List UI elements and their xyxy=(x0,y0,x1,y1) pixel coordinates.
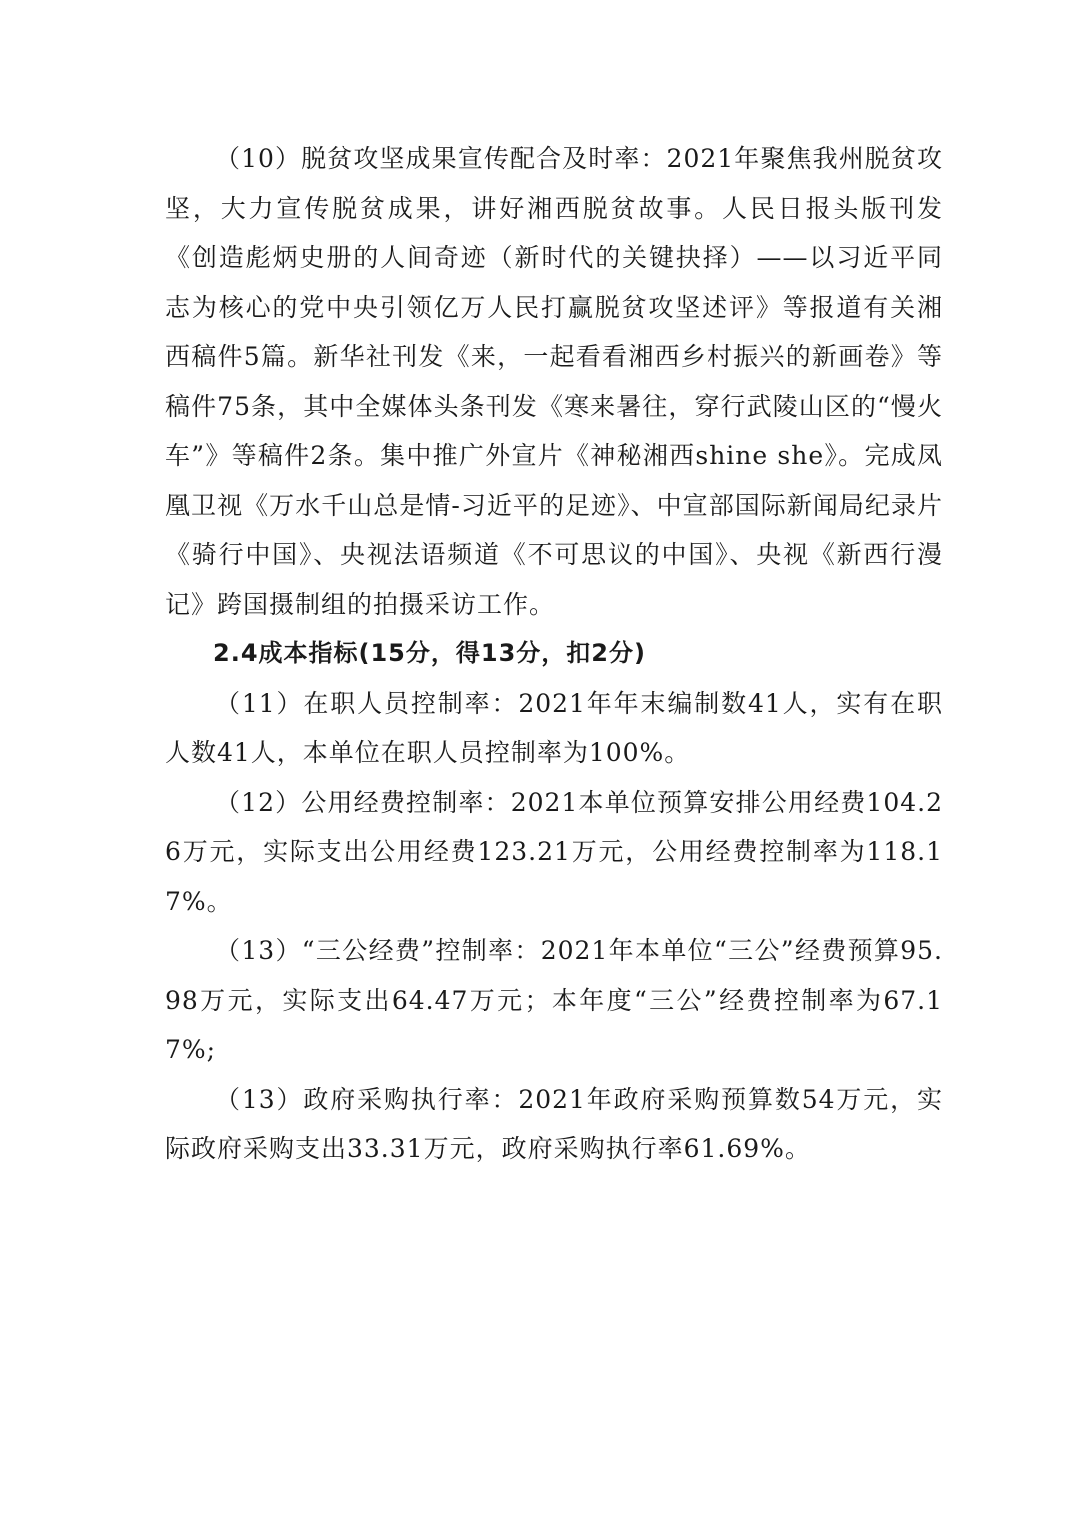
paragraph-three-public-expense-control-rate: （13）“三公经费”控制率：2021年本单位“三公”经费预算95.98万元，实际支出64.47万元；本年度“三公”经费控制率为67.17%; xyxy=(165,936,943,1064)
document-body xyxy=(165,134,943,1174)
paragraph-procurement-execution-rate: （13）政府采购执行率：2021年政府采购预算数54万元，实际政府采购支出33.31万元，政府采购执行率61.69%。 xyxy=(165,1084,943,1163)
paragraph-poverty-publicity: （10）脱贫攻坚成果宣传配合及时率：2021年聚焦我州脱贫攻坚，大力宣传脱贫成果，讲好湘西脱贫故事。人民日报头版刊发《创造彪炳史册的人间奇迹（新时代的关键抉择）——以习近平同志为核心的党中央引领亿万人民打赢脱贫攻坚述评》等报道有关湘西稿件5篇。新华社刊发《来，一起看看湘西乡村振兴的新画卷》等稿件75条，其中全媒体头条刊发《寒来暑往，穿行武陵山区的“慢火车”》等稿件2条。集中推广外宣片《神秘湘西shine she》。完成凤凰卫视《万水千山总是情-习近平的足迹》、中宣部国际新闻局纪录片《骑行中国》、央视法语频道《不可思议的中国》、央视《新西行漫记》跨国摄制组的拍摄采访工作。 xyxy=(165,144,943,619)
section-heading-cost-indicators: 2.4成本指标(15分，得13分，扣2分) xyxy=(213,639,646,667)
paragraph-public-expense-control-rate: （12）公用经费控制率：2021本单位预算安排公用经费104.26万元，实际支出公用经费123.21万元，公用经费控制率为118.17%。 xyxy=(165,787,943,916)
paragraph-staff-control-rate: （11）在职人员控制率：2021年年末编制数41人，实有在职人数41人，本单位在职人员控制率为100%。 xyxy=(165,688,943,767)
